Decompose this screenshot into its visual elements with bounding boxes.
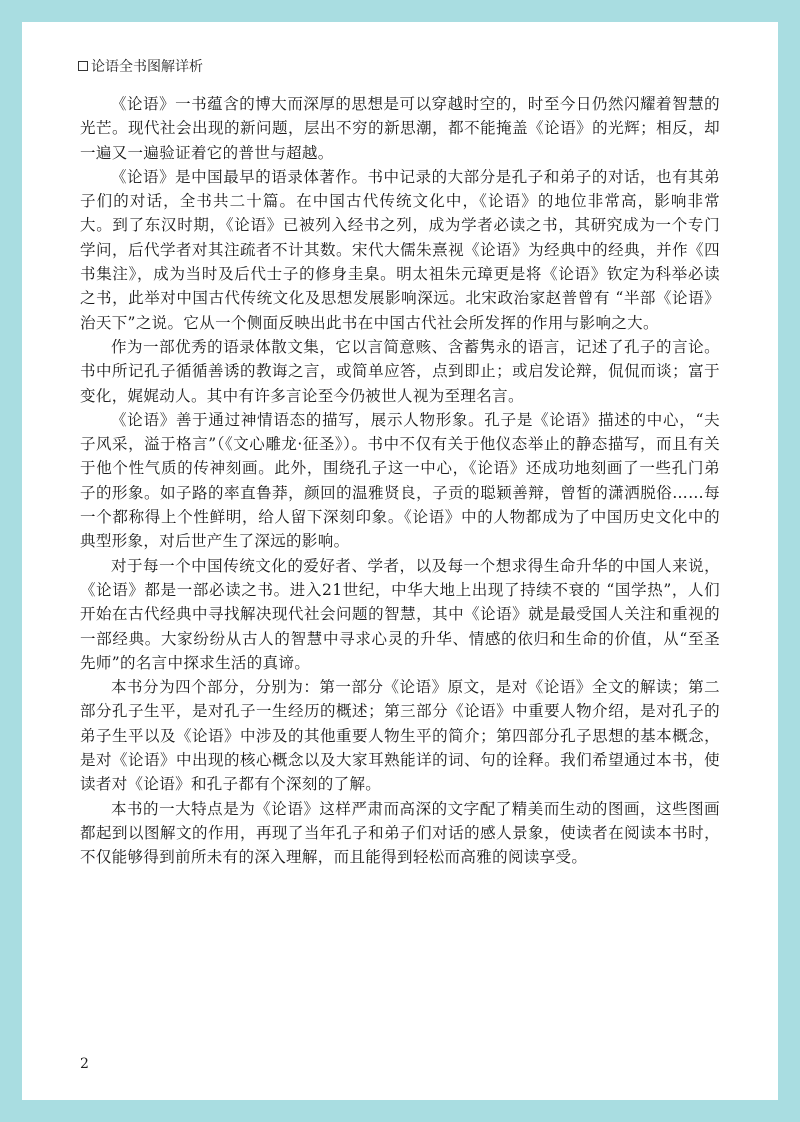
running-header (78, 56, 203, 76)
paragraph: 《论语》一书蕴含的博大而深厚的思想是可以穿越时空的，时至今日仍然闪耀着智慧的光芒。现代社会出现的新问题，层出不穷的新思潮，都不能掩盖《论语》的光辉；相反，却一遍又一遍验证着它的普世与超越。 (80, 95, 720, 162)
page-number: 2 (80, 1056, 89, 1072)
paragraph: 《论语》善于通过神情语态的描写，展示人物形象。孔子是《论语》描述的中心，“夫子风采，溢于格言”（《文心雕龙·征圣》）。书中不仅有关于他仪态举止的静态描写，而且有关于他个性气质的传神刻画。此外，围绕孔子这一中心，《论语》还成功地刻画了一些孔门弟子的形象。如子路的率直鲁莽，颜回的温雅贤良，子贡的聪颖善辩，曾皙的潇洒脱俗……每一个都称得上个性鲜明，给人留下深刻印象。《论语》中的人物都成为了中国历史文化中的典型形象，对后世产生了深远的影响。 (80, 410, 720, 551)
body-text (80, 92, 720, 870)
paragraph: 本书的一大特点是为《论语》这样严肃而高深的文字配了精美而生动的图画，这些图画都起到以图解文的作用，再现了当年孔子和弟子们对话的感人景象，使读者在阅读本书时，不仅能够得到前所未有的深入理解，而且能得到轻松而高雅的阅读享受。 (80, 799, 720, 867)
running-header-title: 论语全书图解详析 (91, 59, 203, 75)
book-page (22, 22, 778, 1100)
paragraph: 对于每一个中国传统文化的爱好者、学者，以及每一个想求得生命升华的中国人来说，《论语》都是一部必读之书。进入21世纪，中华大地上出现了持续不衰的 “国学热”，人们开始在古代经典中寻找解决现代社会问题的智慧，其中《论语》就是最受国人关注和重视的一部经典。大家纷纷从古人的智慧中寻求心灵的升华、情感的依归和生命的价值，从“至圣先师”的名言中探求生活的真谛。 (80, 556, 720, 672)
paragraph: 《论语》是中国最早的语录体著作。书中记录的大部分是孔子和弟子的对话，也有其弟子们的对话，全书共二十篇。在中国古代传统文化中，《论语》的地位非常高，影响非常大。到了东汉时期，《论语》已被列入经书之列，成为学者必读之书，其研究成为一个专门学问，后代学者对其注疏者不计其数。宋代大儒朱熹视《论语》为经典中的经典，并作《四书集注》，成为当时及后代士子的修身圭臬。明太祖朱元璋更是将《论语》钦定为科举必读之书，此举对中国古代传统文化及思想发展影响深远。北宋政治家赵普曾有 “半部《论语》治天下”之说。它从一个侧面反映出此书在中国古代社会所发挥的作用与影响之大。 (80, 167, 720, 332)
paragraph: 本书分为四个部分，分别为：第一部分《论语》原文，是对《论语》全文的解读；第二部分孔子生平，是对孔子一生经历的概述；第三部分《论语》中重要人物介绍，是对孔子的弟子生平以及《论语》中涉及的其他重要人物生平的简介；第四部分孔子思想的基本概念，是对《论语》中出现的核心概念以及大家耳熟能详的词、句的诠释。我们希望通过本书，使读者对《论语》和孔子都有个深刻的了解。 (80, 678, 720, 794)
paragraph: 作为一部优秀的语录体散文集，它以言简意赅、含蓄隽永的语言，记述了孔子的言论。书中所记孔子循循善诱的教诲之言，或简单应答，点到即止；或启发论辩，侃侃而谈；富于变化，娓娓动人。其中有许多言论至今仍被世人视为至理名言。 (80, 337, 720, 405)
square-bullet-icon (78, 61, 88, 71)
